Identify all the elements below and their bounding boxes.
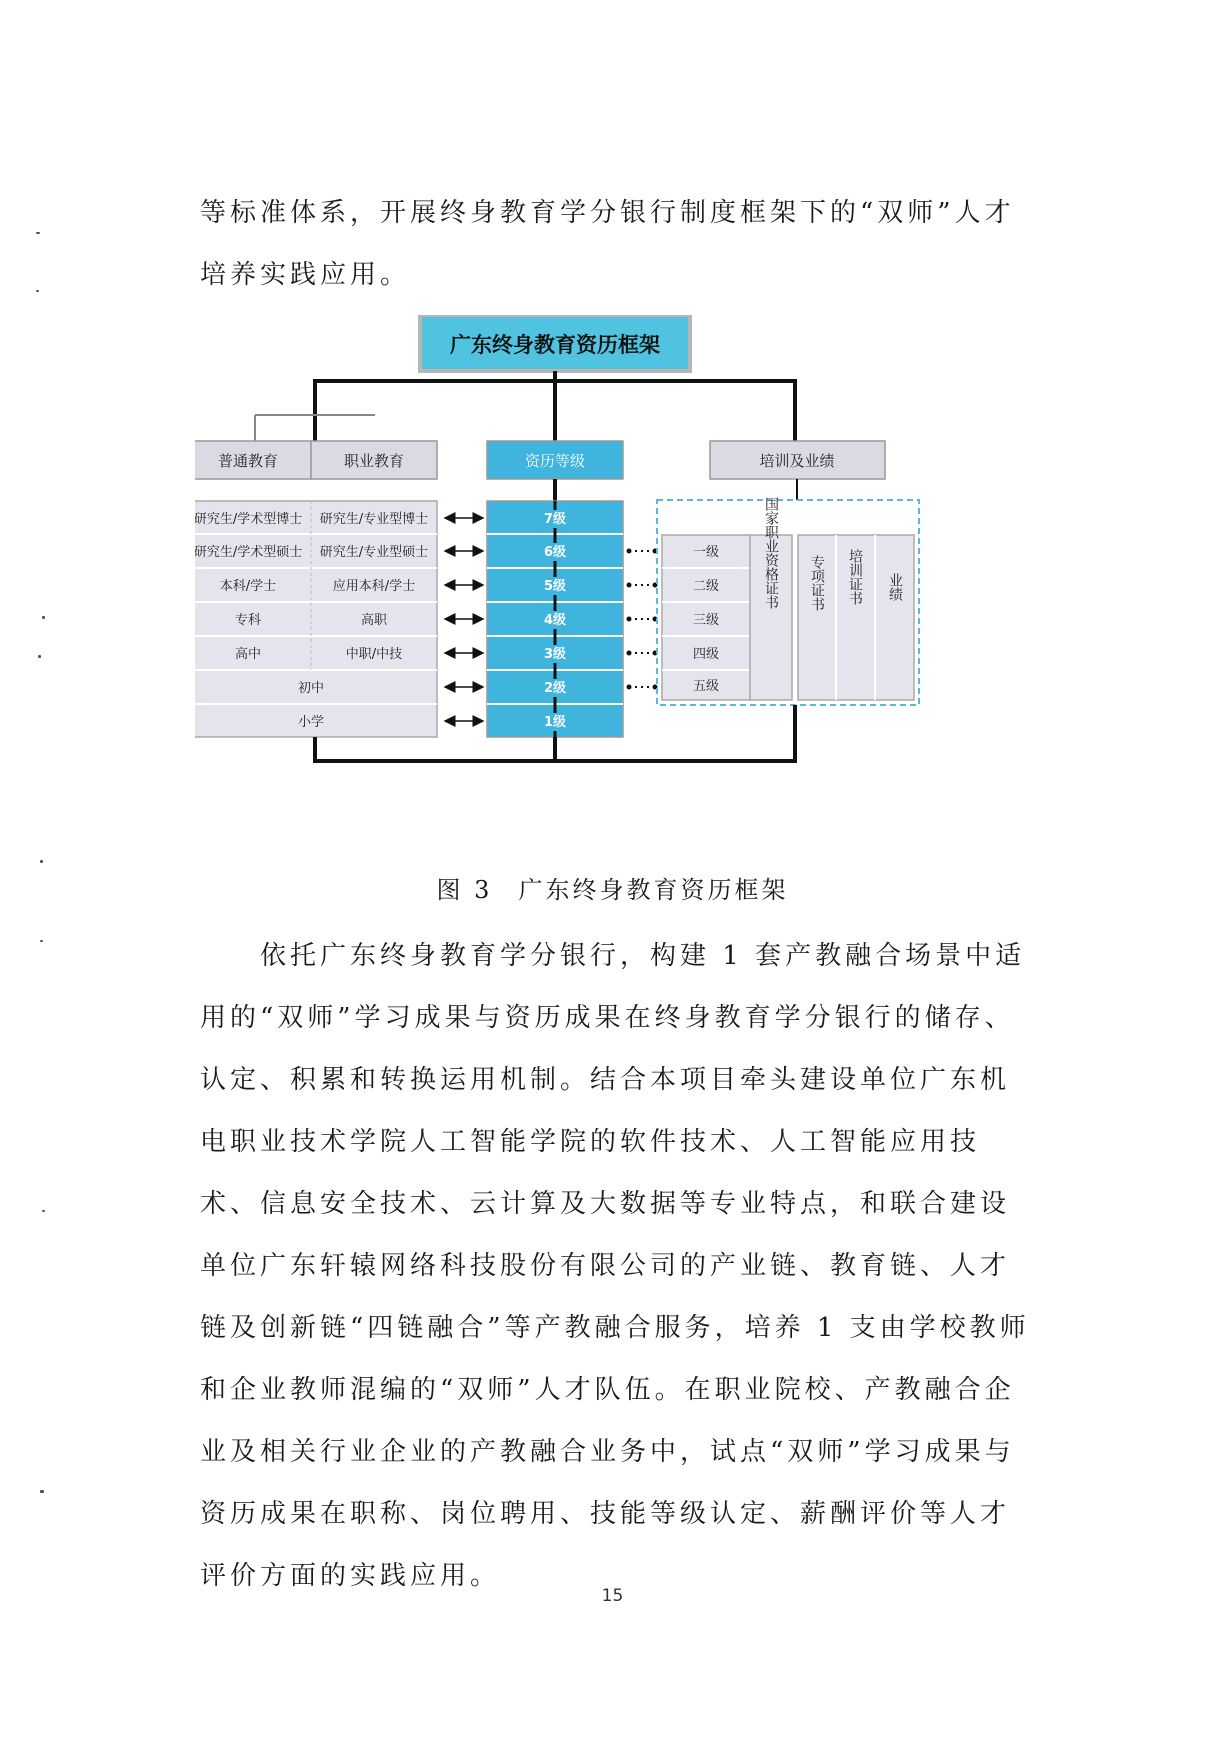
level-6: 6级 xyxy=(543,545,567,560)
vocational-row-7: 研究生/专业型博士 xyxy=(319,512,429,527)
special-cert-label: 专项证书 xyxy=(809,555,825,611)
training-cert-label: 培训证书 xyxy=(847,549,863,605)
page-number: 15 xyxy=(601,1586,624,1606)
vocational-row-3: 中职/中技 xyxy=(345,647,403,662)
general-row-5: 本科/学士 xyxy=(219,579,277,594)
scan-mark xyxy=(42,1210,45,1212)
scan-mark xyxy=(40,860,43,863)
paragraph-intro: 等标准体系，开展终身教育学分银行制度框架下的“双师”人才培养实践应用。 xyxy=(200,198,1015,290)
caption-text: 广东终身教育资历框架 xyxy=(518,876,789,904)
caption-number: 图 3 xyxy=(436,876,493,904)
grade-2: 二级 xyxy=(692,579,720,594)
header-vocational: 职业教育 xyxy=(343,452,405,470)
general-row-3: 高中 xyxy=(234,647,262,662)
framework-diagram xyxy=(195,315,1025,855)
general-row-2: 初中 xyxy=(297,681,325,696)
framework-figure xyxy=(195,315,1025,855)
general-row-7: 研究生/学术型博士 xyxy=(195,512,303,527)
scan-mark xyxy=(36,232,40,234)
scan-mark xyxy=(40,940,43,942)
vocational-row-5: 应用本科/学士 xyxy=(332,579,416,594)
level-2: 2级 xyxy=(543,681,567,696)
vocational-row-6: 研究生/专业型硕士 xyxy=(319,545,429,560)
level-7: 7级 xyxy=(543,512,567,527)
scan-mark xyxy=(40,1490,44,1493)
level-5: 5级 xyxy=(543,579,567,594)
performance-label: 业绩 xyxy=(887,573,903,601)
header-training: 培训及业绩 xyxy=(759,452,835,470)
level-4: 4级 xyxy=(543,613,567,628)
grade-5: 五级 xyxy=(692,679,720,694)
vocational-row-4: 高职 xyxy=(360,613,388,628)
general-row-1: 小学 xyxy=(297,715,325,730)
general-row-6: 研究生/学术型硕士 xyxy=(195,545,303,560)
diagram-title: 广东终身教育资历框架 xyxy=(450,333,660,357)
national-cert-label: 国家职业资格证书 xyxy=(763,497,779,609)
scan-mark xyxy=(36,290,39,292)
header-levels: 资历等级 xyxy=(524,452,586,470)
figure-caption xyxy=(0,870,1225,905)
header-general: 普通教育 xyxy=(217,452,279,470)
grade-3: 三级 xyxy=(692,613,720,628)
general-row-4: 专科 xyxy=(234,613,262,628)
paragraph-body: 依托广东终身教育学分银行，构建 1 套产教融合场景中适用的“双师”学习成果与资历成果在终身教育学分银行的储存、认定、积累和转换运用机制。结合本项目牵头建设单位广东机电职业技术学院人工智能学院的软件技术、人工智能应用技术、信息安全技术、云计算及大数据等专业特点，和联合建设单位广东轩辕网络科技股份有限公司的产业链、教育链、人才链及创新链“四链融合”等产教融合服务，培养 1 支由学校教师和企业教师混编的“双师”人才队伍。在职业院校、产教融合企业及相关行业企业的产教融合业务中，试点“双师”学习成果与资历成果在职称、岗位聘用、技能等级认定、薪酬评价等人才评价方面的实践应用。 xyxy=(200,941,1030,1591)
grade-4: 四级 xyxy=(692,647,720,662)
level-3: 3级 xyxy=(543,647,567,662)
level-1: 1级 xyxy=(543,715,567,730)
grade-1: 一级 xyxy=(692,545,720,560)
scan-mark xyxy=(38,655,41,658)
scan-mark xyxy=(42,616,45,619)
